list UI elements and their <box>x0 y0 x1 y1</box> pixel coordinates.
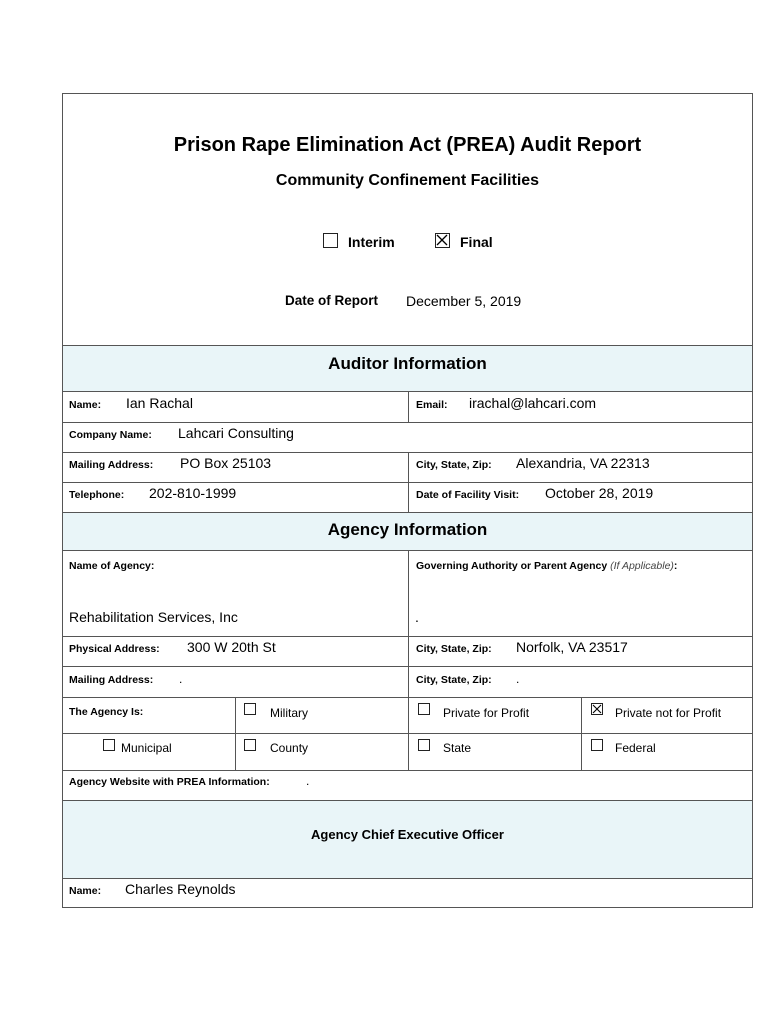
military-checkbox[interactable] <box>244 703 256 715</box>
private-not-for-profit-checkbox[interactable] <box>591 703 603 715</box>
checked-x-icon <box>436 234 448 246</box>
agency-website-value: . <box>306 774 310 788</box>
agency-heading: Agency Information <box>327 520 488 539</box>
federal-checkbox[interactable] <box>591 739 603 751</box>
final-label: Final <box>460 234 493 250</box>
agency-mailing-city-label: City, State, Zip: <box>416 674 492 686</box>
private-for-profit-label: Private for Profit <box>443 706 530 720</box>
auditor-mailing-value: PO Box 25103 <box>180 455 272 471</box>
interim-label: Interim <box>348 234 395 250</box>
physical-address-value: 300 W 20th St <box>187 639 276 655</box>
county-label: County <box>270 741 309 755</box>
auditor-name-value: Ian Rachal <box>126 395 193 411</box>
governing-authority-label: Governing Authority or Parent Agency (If Applicable): <box>416 560 678 572</box>
physical-address-label: Physical Address: <box>69 643 160 655</box>
auditor-city-label: City, State, Zip: <box>416 459 492 471</box>
agency-city-value: Norfolk, VA 23517 <box>516 639 628 655</box>
ceo-name-value: Charles Reynolds <box>125 881 236 897</box>
municipal-checkbox[interactable] <box>103 739 115 751</box>
auditor-name-label: Name: <box>69 399 102 411</box>
military-label: Military <box>270 706 308 720</box>
facility-visit-label: Date of Facility Visit: <box>416 489 520 501</box>
private-for-profit-checkbox[interactable] <box>418 703 430 715</box>
facility-visit-value: October 28, 2019 <box>545 485 654 501</box>
checked-x-icon <box>592 704 602 714</box>
report-title: Prison Rape Elimination Act (PREA) Audit Report <box>173 134 642 156</box>
report-subtitle: Community Confinement Facilities <box>275 172 540 189</box>
agency-type-label: The Agency Is: <box>69 706 144 718</box>
telephone-label: Telephone: <box>69 489 125 501</box>
agency-mailing-value: . <box>179 672 183 686</box>
audit-report-form <box>62 93 753 908</box>
agency-city-label: City, State, Zip: <box>416 643 492 655</box>
governing-authority-value: . <box>415 609 419 625</box>
final-checkbox[interactable] <box>435 233 450 248</box>
agency-name-label: Name of Agency: <box>69 560 155 572</box>
date-of-report-label: Date of Report <box>285 293 379 308</box>
county-checkbox[interactable] <box>244 739 256 751</box>
company-name-value: Lahcari Consulting <box>178 425 294 441</box>
auditor-email-label: Email: <box>416 399 448 411</box>
interim-checkbox[interactable] <box>323 233 338 248</box>
private-not-for-profit-label: Private not for Profit <box>615 706 722 720</box>
auditor-city-value: Alexandria, VA 22313 <box>516 455 650 471</box>
municipal-label: Municipal <box>121 741 172 755</box>
ceo-heading: Agency Chief Executive Officer <box>311 827 504 842</box>
agency-mailing-city-value: . <box>516 672 520 686</box>
auditor-email-value: irachal@lahcari.com <box>469 395 597 411</box>
federal-label: Federal <box>615 741 656 755</box>
state-checkbox[interactable] <box>418 739 430 751</box>
date-of-report-value: December 5, 2019 <box>406 293 522 309</box>
agency-name-value: Rehabilitation Services, Inc <box>69 609 238 625</box>
ceo-name-label: Name: <box>69 885 102 897</box>
auditor-mailing-label: Mailing Address: <box>69 459 154 471</box>
agency-website-label: Agency Website with PREA Information: <box>69 776 270 788</box>
state-label: State <box>443 741 472 755</box>
auditor-heading: Auditor Information <box>328 354 487 373</box>
company-name-label: Company Name: <box>69 429 152 441</box>
telephone-value: 202-810-1999 <box>149 485 237 501</box>
agency-mailing-label: Mailing Address: <box>69 674 154 686</box>
